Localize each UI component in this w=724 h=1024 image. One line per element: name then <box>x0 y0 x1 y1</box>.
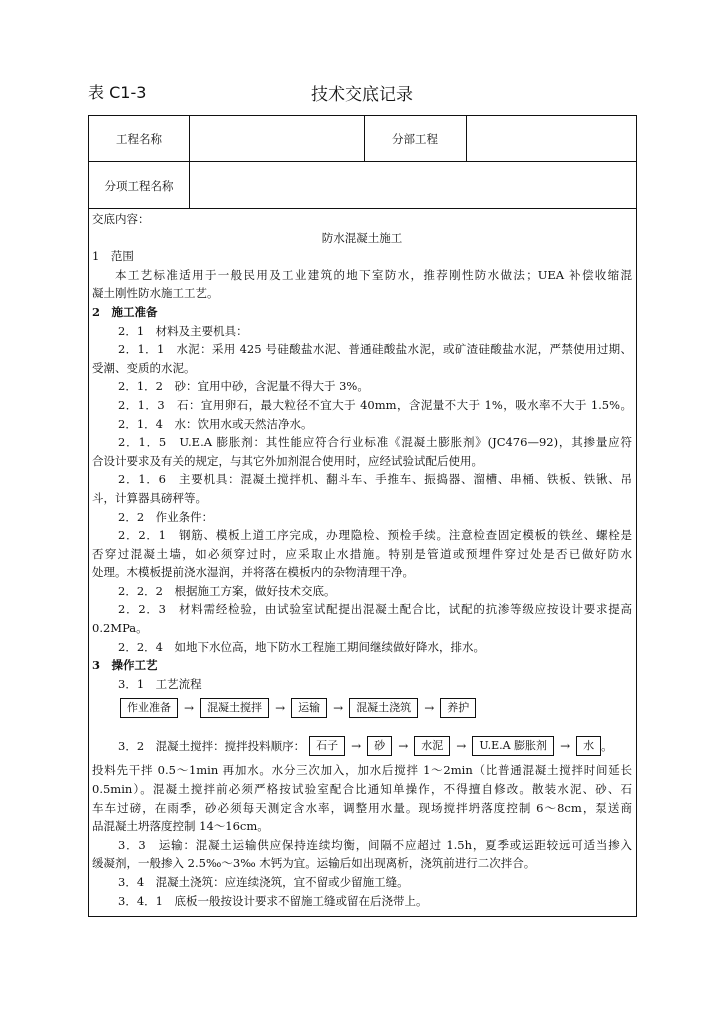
form-code: 表 C1-3 <box>88 83 147 102</box>
body-line: 3．1 工艺流程 <box>118 676 202 691</box>
section-heading: 2 施工准备 <box>92 304 158 319</box>
body-line: 本工艺标准适用于一般民用及工业建筑的地下室防水，推荐刚性防水做法；UEA 补偿收缩混 <box>115 267 632 282</box>
document-title: 防水混凝土施工 <box>321 230 403 245</box>
arrow-right-icon: → <box>424 701 435 716</box>
body-line: 2．1．2 砂：宜用中砂，含泥量不得大于 3%。 <box>118 379 369 394</box>
body-line: 车车过磅，在雨季，砂必须每天测定含水率，调整用水量。现场搅拌坍落度控制 6～8cm，泵送商 <box>92 800 632 815</box>
body-line: 缓凝剂，一般掺入 2.5‰～3‰ 木钙为宜。运输后如出现离析，浇筑前进行二次拌合。 <box>92 856 536 871</box>
body-line: 0.2MPa。 <box>92 621 148 636</box>
row-divider <box>89 208 636 209</box>
body-line: 3．4 混凝土浇筑：应连续浇筑，宜不留或少留施工缝。 <box>118 875 409 889</box>
flow-step: 作业准备 <box>120 698 178 718</box>
body-line: 2．1．5 U.E.A 膨胀剂：其性能应符合行业标准《混凝土膨胀剂》(JC476—92)，其掺量应符 <box>118 435 632 450</box>
mix-step: 水泥 <box>414 736 450 756</box>
body-line: 0.5min）。混凝土搅拌前必须严格按试验室配合比通知单操作，不得擅自修改。散装水泥、砂、石 <box>92 782 632 797</box>
body-line: 合设计要求及有关的规定，与其它外加剂混合使用时，应经试验试配后使用。 <box>92 453 483 468</box>
arrow-right-icon: → <box>398 739 409 754</box>
arrow-right-icon: → <box>333 701 344 716</box>
flow-step: 混凝土浇筑 <box>349 698 418 718</box>
arrow-right-icon: → <box>456 739 467 754</box>
mix-step: 石子 <box>309 736 345 756</box>
page-title: 技术交底记录 <box>311 85 413 105</box>
arrow-right-icon: → <box>184 701 195 716</box>
mix-order-line <box>92 731 632 761</box>
section-heading: 1 范围 <box>92 249 134 264</box>
arrow-right-icon: → <box>560 739 571 754</box>
arrow-right-icon: → <box>351 739 362 754</box>
body-line: 2．2．2 根据施工方案，做好技术交底。 <box>118 583 336 598</box>
project-name-label: 工程名称 <box>116 132 162 146</box>
body-line: 处理。木模板提前浇水湿润，并将落在模板内的杂物清理干净。 <box>92 565 414 580</box>
end-mark: 。 <box>601 739 613 754</box>
disclosure-content <box>92 210 632 910</box>
arrow-right-icon: → <box>275 701 286 716</box>
division-label: 分部工程 <box>392 132 438 146</box>
body-line: 2．2 作业条件： <box>118 509 214 524</box>
mix-step: U.E.A 膨胀剂 <box>472 736 554 756</box>
body-line: 3．4．1 底板一般按设计要求不留施工缝或留在后浇带上。 <box>118 893 428 908</box>
body-line: 3．3 运输：混凝土运输供应保持连续均衡，间隔不应超过 1.5h，夏季或运距较远可适当掺入 <box>118 837 632 852</box>
col-divider <box>466 116 467 162</box>
flow-step: 混凝土搅拌 <box>200 698 269 718</box>
col-divider <box>189 116 190 208</box>
body-line: 2．1．6 主要机具：混凝土搅拌机、翻斗车、手推车、振捣器、溜槽、串桶、铁板、铁锹、吊 <box>118 472 632 487</box>
process-flow <box>92 693 632 723</box>
body-line: 受潮、变质的水泥。 <box>92 360 196 375</box>
body-line: 2．1．3 石：宜用卵石，最大粒径不宜大于 40mm，含泥量不大于 1%，吸水率不大于 1.5%。 <box>118 397 632 412</box>
content-label: 交底内容： <box>92 212 150 226</box>
body-line: 2．1 材料及主要机具： <box>118 323 248 338</box>
body-line: 2．2．1 钢筋、模板上道工序完成，办理隐检、预检手续。注意检查固定模板的铁丝、螺栓是 <box>118 528 632 543</box>
flow-step: 运输 <box>291 698 327 718</box>
body-line: 2．2．3 材料需经检验，由试验室试配提出混凝土配合比，试配的抗渗等级应按设计要求提高 <box>118 602 632 617</box>
body-line: 投料先干拌 0.5～1min 再加水。水分三次加入，加水后搅拌 1～2min（比普通混凝土搅拌时间延长 <box>92 763 632 778</box>
body-line: 2．2．4 如地下水位高，地下防水工程施工期间继续做好降水，排水。 <box>118 639 485 654</box>
body-line: 凝土刚性防水施工工艺。 <box>92 286 219 301</box>
body-line: 2．1．4 水：饮用水或天然洁净水。 <box>118 416 313 431</box>
body-line: 品混凝土坍落度控制 14～16cm。 <box>92 819 269 834</box>
body-line: 2．1．1 水泥：采用 425 号硅酸盐水泥、普通硅酸盐水泥，或矿渣硅酸盐水泥，严禁使用过期、 <box>118 342 632 357</box>
section-heading: 3 操作工艺 <box>92 658 158 673</box>
row-divider <box>89 161 636 162</box>
mix-step: 水 <box>576 736 601 756</box>
mix-step: 砂 <box>367 736 392 756</box>
body-line: 否穿过混凝土墙，如必须穿过时，应采取止水措施。特别是管道或预埋件穿过处是否已做好防水 <box>92 546 632 561</box>
flow-step: 养护 <box>440 698 476 718</box>
body-line: 3．2 混凝土搅拌：搅拌投料顺序： <box>118 739 306 754</box>
body-line: 斗，计算器具磅秤等。 <box>92 490 207 505</box>
subitem-name-label: 分项工程名称 <box>104 179 174 193</box>
